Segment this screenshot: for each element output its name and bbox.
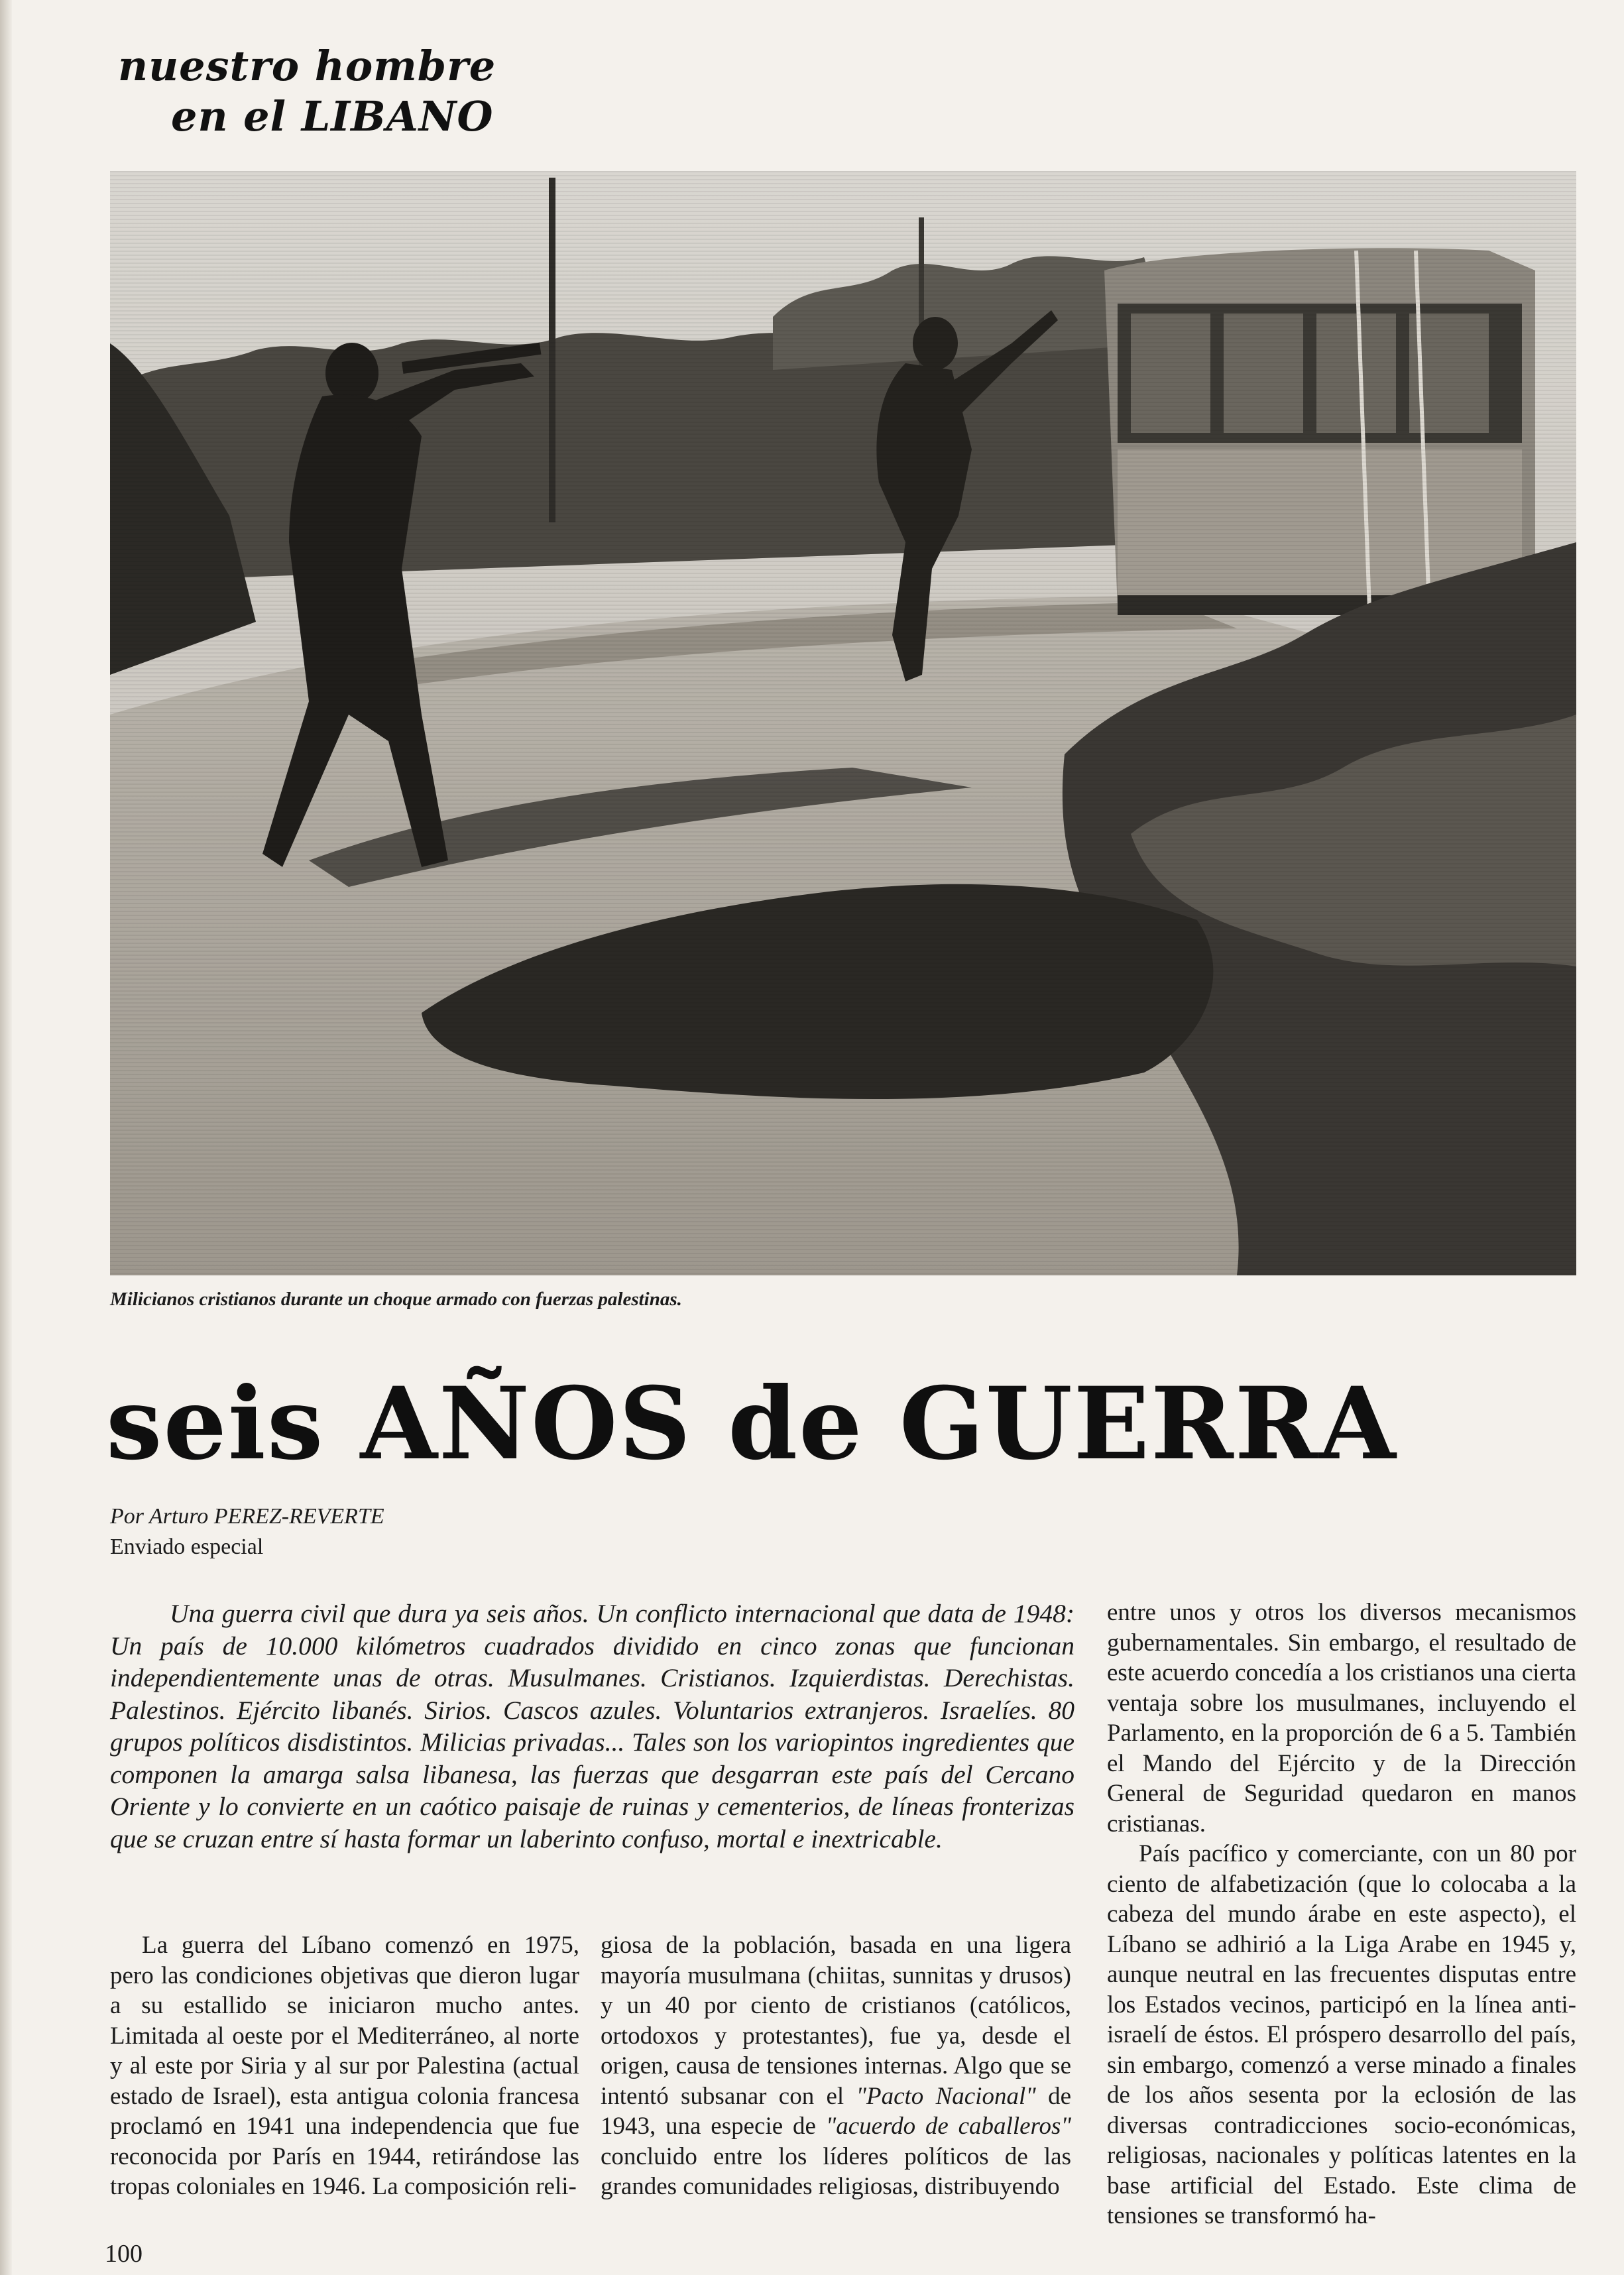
col2-text-c: concluido entre los líderes políticos de las grandes comunidades religiosas, distribuyendo	[601, 2142, 1071, 2200]
page-edge	[0, 0, 12, 2275]
byline-author: Por Arturo PEREZ-REVERTE	[110, 1504, 384, 1529]
article-photo	[110, 171, 1576, 1275]
col2-acuerdo-caballeros: "acuerdo de caballeros"	[825, 2113, 1071, 2140]
kicker-line-1: nuestro hombre	[118, 42, 496, 90]
kicker-line-2: en el LIBANO	[171, 92, 494, 141]
photo-caption: Milicianos cristianos durante un choque armado con fuerzas palestinas.	[110, 1289, 682, 1310]
col2-pacto-nacional: "Pacto Nacional"	[856, 2082, 1036, 2110]
col2-text-b: de 1943, una especie de	[601, 2082, 1071, 2140]
page-number: 100	[105, 2240, 143, 2268]
body-column-3	[1107, 1598, 1576, 2231]
col3-paragraph-1: entre unos y otros los diversos mecanismos gubernamentales. Sin embargo, el resultado de este acuerdo concedía a los cristianos una cierta ventaja sobre los musulmanes, incluyendo el Parlamento, en la proporción de 6 a 5. También el Mando del Ejército y de la Dirección General de Seguridad quedaron en manos cristianas.	[1107, 1599, 1576, 1838]
col3-paragraph-2: País pacífico y comerciante, con un 80 por ciento de alfabetización (que lo colocaba a la cabeza del mundo árabe en este aspecto), el Líbano se adhirió a la Liga Arabe en 1945 y, aunque neutral en las frecuentes disputas entre los Estados vecinos, participó en la línea anti-israelí de éstos. El próspero desarrollo del país, sin embargo, comenzó a verse minado a finales de los años sesenta por la eclosión de las diversas contradicciones socio-económicas, religiosas, nacionales y políticas latentes en la base artificial del Estado. Este clima de tensiones se transformó ha-	[1107, 1840, 1576, 2229]
byline-role: Enviado especial	[110, 1535, 264, 1559]
body-column-1: La guerra del Líbano comenzó en 1975, pero las condiciones objetivas que dieron lugar a su estallido se iniciaron mucho antes. Limitada al oeste por el Mediterráneo, al norte y al este por Siria y al sur por Palestina (actual estado de Israel), esta antigua colonia francesa proclamó en 1941 una independencia que fue reconocida por París en 1944, retirándose las tropas coloniales en 1946. La composición reli-	[110, 1932, 579, 2200]
section-kicker	[118, 41, 582, 142]
byline	[110, 1501, 384, 1562]
body-column-2	[601, 1930, 1071, 2202]
photo-illustration	[110, 171, 1576, 1275]
article-headline: seis AÑOS de GUERRA	[106, 1366, 1397, 1482]
col2-text-a: giosa de la población, basada en una ligera mayoría musulmana (chiitas, sunnitas y drusos) y un 40 por ciento de cristianos (católicos, ortodoxos y protestantes), fue ya, desde el origen, causa de tensiones internas. Algo que se intentó subsanar con el	[601, 1932, 1071, 2110]
article-lead: Una guerra civil que dura ya seis años. Un conflicto internacional que data de 1948: Un país de 10.000 kilómetros cuadrados dividido en cinco zonas que funcionan independientemente unas de otras. Musulmanes. Cristianos. Izquierdistas. Derechistas. Palestinos. Ejército libanés. Sirios. Cascos azules. Voluntarios extranjeros. Israelíes. 80 grupos políticos disdistintos. Milicias privadas... Tales son los variopintos ingredientes que componen la amarga salsa libanesa, las fuerzas que desgarran este país del Cercano Oriente y lo convierte en un caótico paisaje de ruinas y cementerios, de líneas fronterizas que se cruzan entre sí hasta formar un laberinto confuso, mortal e inextricable.	[110, 1599, 1074, 1853]
